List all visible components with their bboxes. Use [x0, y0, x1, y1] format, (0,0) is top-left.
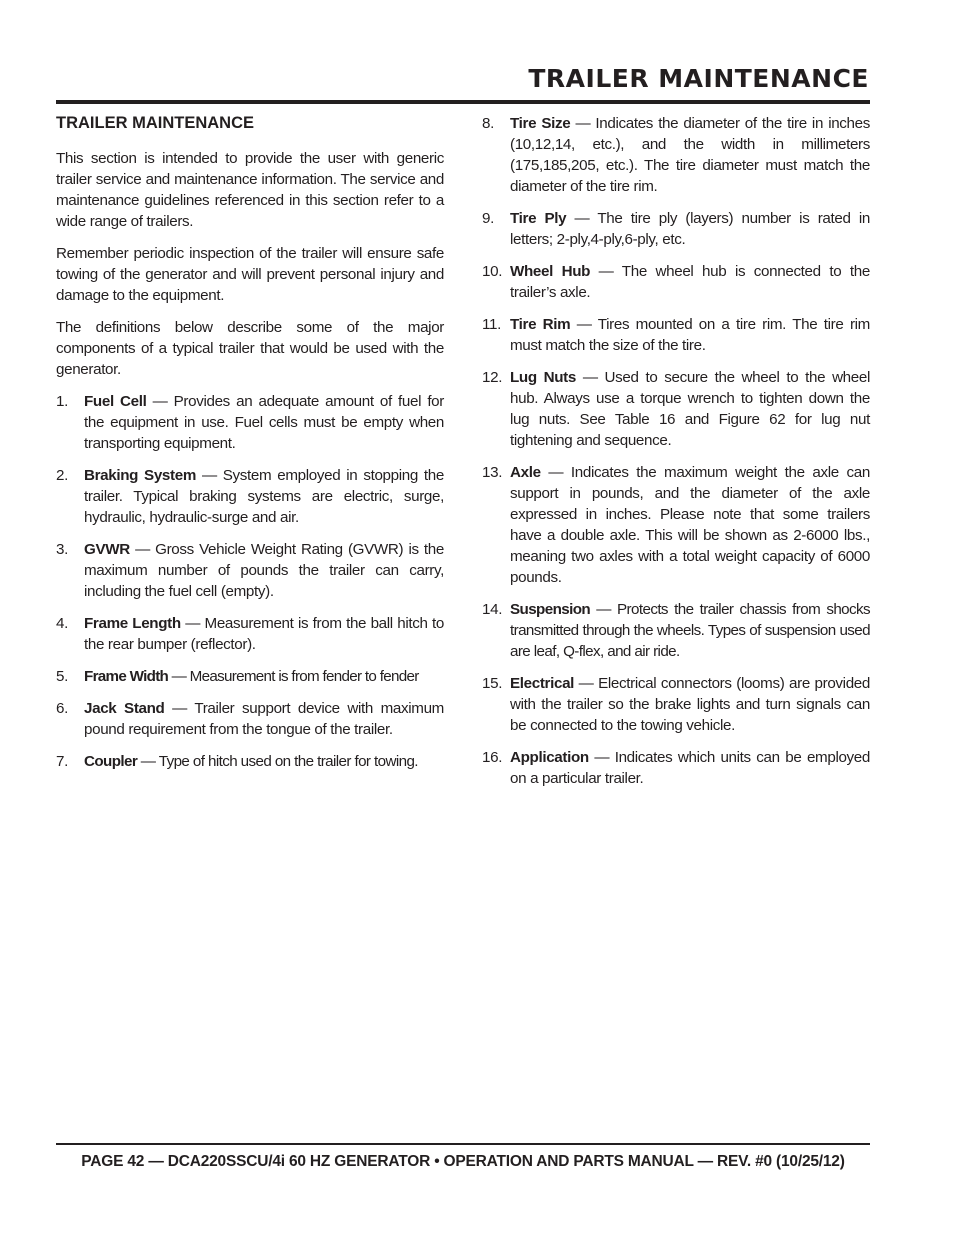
header-rule	[56, 100, 870, 104]
page-header-title: TRAILER MAINTENANCE	[528, 64, 869, 93]
item-number: 5.	[56, 668, 68, 685]
item-number: 1.	[56, 393, 68, 410]
item-term: Suspension	[510, 601, 591, 618]
item-description: — Used to secure the wheel to the wheel hub. Always use a torque wrench to tighten down the lug nuts. See Table 16 and Figure 62 for lug nut tightening and sequence.	[510, 369, 870, 449]
item-number: 13.	[482, 464, 503, 481]
section-title: TRAILER MAINTENANCE	[56, 114, 254, 132]
item-description: — Electrical connectors (looms) are provided with the trailer so the brake lights and turn signals can be connected to the towing vehicle.	[510, 675, 870, 734]
item-term: Frame Width	[84, 668, 169, 685]
list-item	[56, 465, 444, 528]
list-item	[482, 208, 870, 250]
item-description: — Indicates the diameter of the tire in inches (10,12,14, etc.), and the width in millimeters (175,185,205, etc.). The tire diameter must match the diameter of the tire rim.	[510, 115, 870, 195]
list-item	[56, 613, 444, 655]
list-item	[482, 113, 870, 197]
item-description: — System employed in stopping the trailer. Typical braking systems are electric, surge, hydraulic, hydraulic-surge and air.	[84, 467, 444, 526]
list-item	[482, 747, 870, 789]
item-number: 11.	[482, 316, 501, 333]
item-term: Lug Nuts	[510, 369, 576, 386]
item-term: Electrical	[510, 675, 575, 692]
item-term: Tire Ply	[510, 210, 567, 227]
item-number: 12.	[482, 369, 503, 386]
item-number: 8.	[482, 115, 494, 132]
item-term: Tire Rim	[510, 316, 571, 333]
item-term: GVWR	[84, 541, 130, 558]
right-column	[482, 113, 870, 800]
item-number: 14.	[482, 601, 503, 618]
page-footer: PAGE 42 — DCA220SSCU/4i 60 HZ GENERATOR • OPERATION AND PARTS MANUAL — REV. #0 (10/25/12)	[81, 1153, 845, 1170]
item-number: 7.	[56, 753, 68, 770]
item-description: — Provides an adequate amount of fuel for the equipment in use. Fuel cells must be empty when transporting equipment.	[84, 393, 444, 452]
footer-rule	[56, 1143, 870, 1145]
item-description: — Trailer support device with maximum pound requirement from the tongue of the trailer.	[84, 700, 444, 738]
item-description: — Protects the trailer chassis from shocks transmitted through the wheels. Types of suspension used are leaf, Q-flex, and air ride.	[510, 601, 870, 660]
inspection-paragraph: Remember periodic inspection of the trailer will ensure safe towing of the generator and will prevent personal injury and damage to the equipment.	[56, 245, 444, 304]
list-item	[482, 261, 870, 303]
left-column	[56, 113, 444, 783]
list-item	[56, 539, 444, 602]
item-term: Coupler	[84, 753, 138, 770]
definitions-paragraph: The definitions below describe some of the major components of a typical trailer that would be used with the generator.	[56, 319, 444, 378]
list-item	[482, 462, 870, 588]
item-term: Wheel Hub	[510, 263, 591, 280]
item-description: — Gross Vehicle Weight Rating (GVWR) is the maximum number of pounds the trailer can carry, including the fuel cell (empty).	[84, 541, 444, 600]
list-item	[56, 666, 444, 687]
item-term: Application	[510, 749, 589, 766]
item-description: — The wheel hub is connected to the trailer’s axle.	[510, 263, 870, 301]
item-description: — Measurement is from the ball hitch to the rear bumper (reflector).	[84, 615, 444, 653]
item-term: Axle	[510, 464, 541, 481]
list-item	[56, 391, 444, 454]
item-number: 2.	[56, 467, 68, 484]
item-number: 6.	[56, 700, 68, 717]
item-term: Braking System	[84, 467, 196, 484]
item-number: 9.	[482, 210, 494, 227]
list-item	[56, 751, 444, 772]
item-number: 4.	[56, 615, 68, 632]
list-item	[482, 367, 870, 451]
list-item	[482, 599, 870, 662]
item-number: 3.	[56, 541, 68, 558]
item-term: Tire Size	[510, 115, 571, 132]
item-description: — Indicates the maximum weight the axle can support in pounds, and the diameter of the axle expressed in inches. Please note that some trailers have a double axle. This will be shown as 2-6000 lbs., meaning two axles with a total weight capacity of 6000 pounds.	[510, 464, 870, 586]
item-number: 16.	[482, 749, 503, 766]
item-description: — Type of hitch used on the trailer for towing.	[137, 753, 418, 770]
item-term: Frame Length	[84, 615, 181, 632]
item-number: 10.	[482, 263, 503, 280]
item-description: — Measurement is from fender to fender	[168, 668, 419, 685]
list-item	[482, 673, 870, 736]
item-description: — Indicates which units can be employed on a particular trailer.	[510, 749, 870, 787]
list-item	[56, 698, 444, 740]
list-item	[482, 314, 870, 356]
item-description: — Tires mounted on a tire rim. The tire rim must match the size of the tire.	[510, 316, 870, 354]
item-description: — The tire ply (layers) number is rated in letters; 2-ply,4-ply,6-ply, etc.	[510, 210, 870, 248]
intro-paragraph: This section is intended to provide the user with generic trailer service and maintenance information. The service and maintenance guidelines referenced in this section refer to a wide range of trailers.	[56, 150, 444, 230]
item-term: Fuel Cell	[84, 393, 147, 410]
item-term: Jack Stand	[84, 700, 165, 717]
item-number: 15.	[482, 675, 503, 692]
